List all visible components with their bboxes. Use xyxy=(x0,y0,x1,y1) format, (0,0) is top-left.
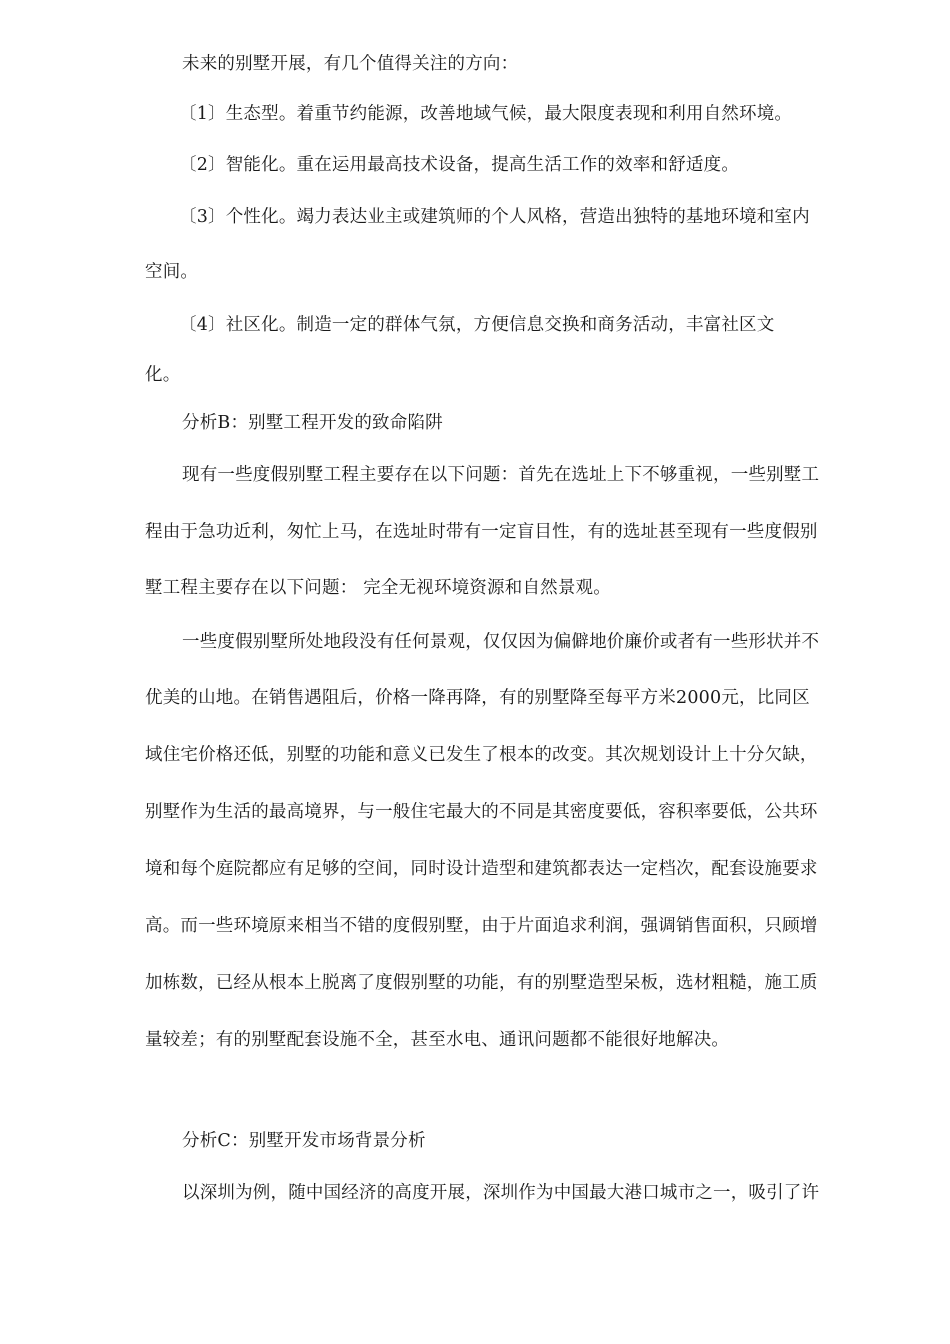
paragraph-b2-line-3: 域住宅价格还低，别墅的功能和意义已发生了根本的改变。其次规划设计上十分欠缺， xyxy=(145,745,818,765)
section-heading-b: 分析B：别墅工程开发的致命陷阱 xyxy=(182,413,443,433)
paragraph-intro: 未来的别墅开展，有几个值得关注的方向： xyxy=(182,54,519,74)
section-heading-c: 分析C：别墅开发市场背景分析 xyxy=(182,1131,426,1151)
paragraph-b-line-3: 墅工程主要存在以下问题： 完全无视环境资源和自然景观。 xyxy=(145,578,611,598)
list-item-2: 〔2〕智能化。重在运用最高技术设备，提高生活工作的效率和舒适度。 xyxy=(179,155,740,175)
paragraph-b-line-1: 现有一些度假别墅工程主要存在以下问题：首先在选址上下不够重视，一些别墅工 xyxy=(182,465,820,485)
paragraph-b2-line-1: 一些度假别墅所处地段没有任何景观，仅仅因为偏僻地价廉价或者有一些形状并不 xyxy=(182,632,820,652)
paragraph-b2-line-8: 量较差；有的别墅配套设施不全，甚至水电、通讯问题都不能很好地解决。 xyxy=(145,1030,730,1050)
paragraph-b2-line-5: 境和每个庭院都应有足够的空间，同时设计造型和建筑都表达一定档次，配套设施要求 xyxy=(145,859,818,879)
list-item-3: 〔3〕个性化。竭力表达业主或建筑师的个人风格，营造出独特的基地环境和室内 xyxy=(179,207,810,227)
paragraph-b2-line-6: 高。而一些环境原来相当不错的度假别墅，由于片面追求利润，强调销售面积，只顾增 xyxy=(145,916,818,936)
paragraph-b2-line-2: 优美的山地。在销售遇阻后，价格一降再降，有的别墅降至每平方米2000元，比同区 xyxy=(145,688,810,708)
paragraph-c-line-1: 以深圳为例，随中国经济的高度开展，深圳作为中国最大港口城市之一，吸引了许 xyxy=(182,1183,820,1203)
paragraph-b2-line-7: 加栋数，已经从根本上脱离了度假别墅的功能，有的别墅造型呆板，选材粗糙，施工质 xyxy=(145,973,818,993)
list-item-4-continued: 化。 xyxy=(145,365,181,385)
list-item-1: 〔1〕生态型。着重节约能源，改善地域气候，最大限度表现和利用自然环境。 xyxy=(179,104,793,124)
paragraph-b2-line-4: 别墅作为生活的最高境界，与一般住宅最大的不同是其密度要低，容积率要低，公共环 xyxy=(145,802,818,822)
paragraph-b-line-2: 程由于急功近利，匆忙上马，在选址时带有一定盲目性，有的选址甚至现有一些度假别 xyxy=(145,522,818,542)
list-item-3-continued: 空间。 xyxy=(145,262,199,282)
list-item-4: 〔4〕社区化。制造一定的群体气氛，方便信息交换和商务活动，丰富社区文 xyxy=(179,315,775,335)
